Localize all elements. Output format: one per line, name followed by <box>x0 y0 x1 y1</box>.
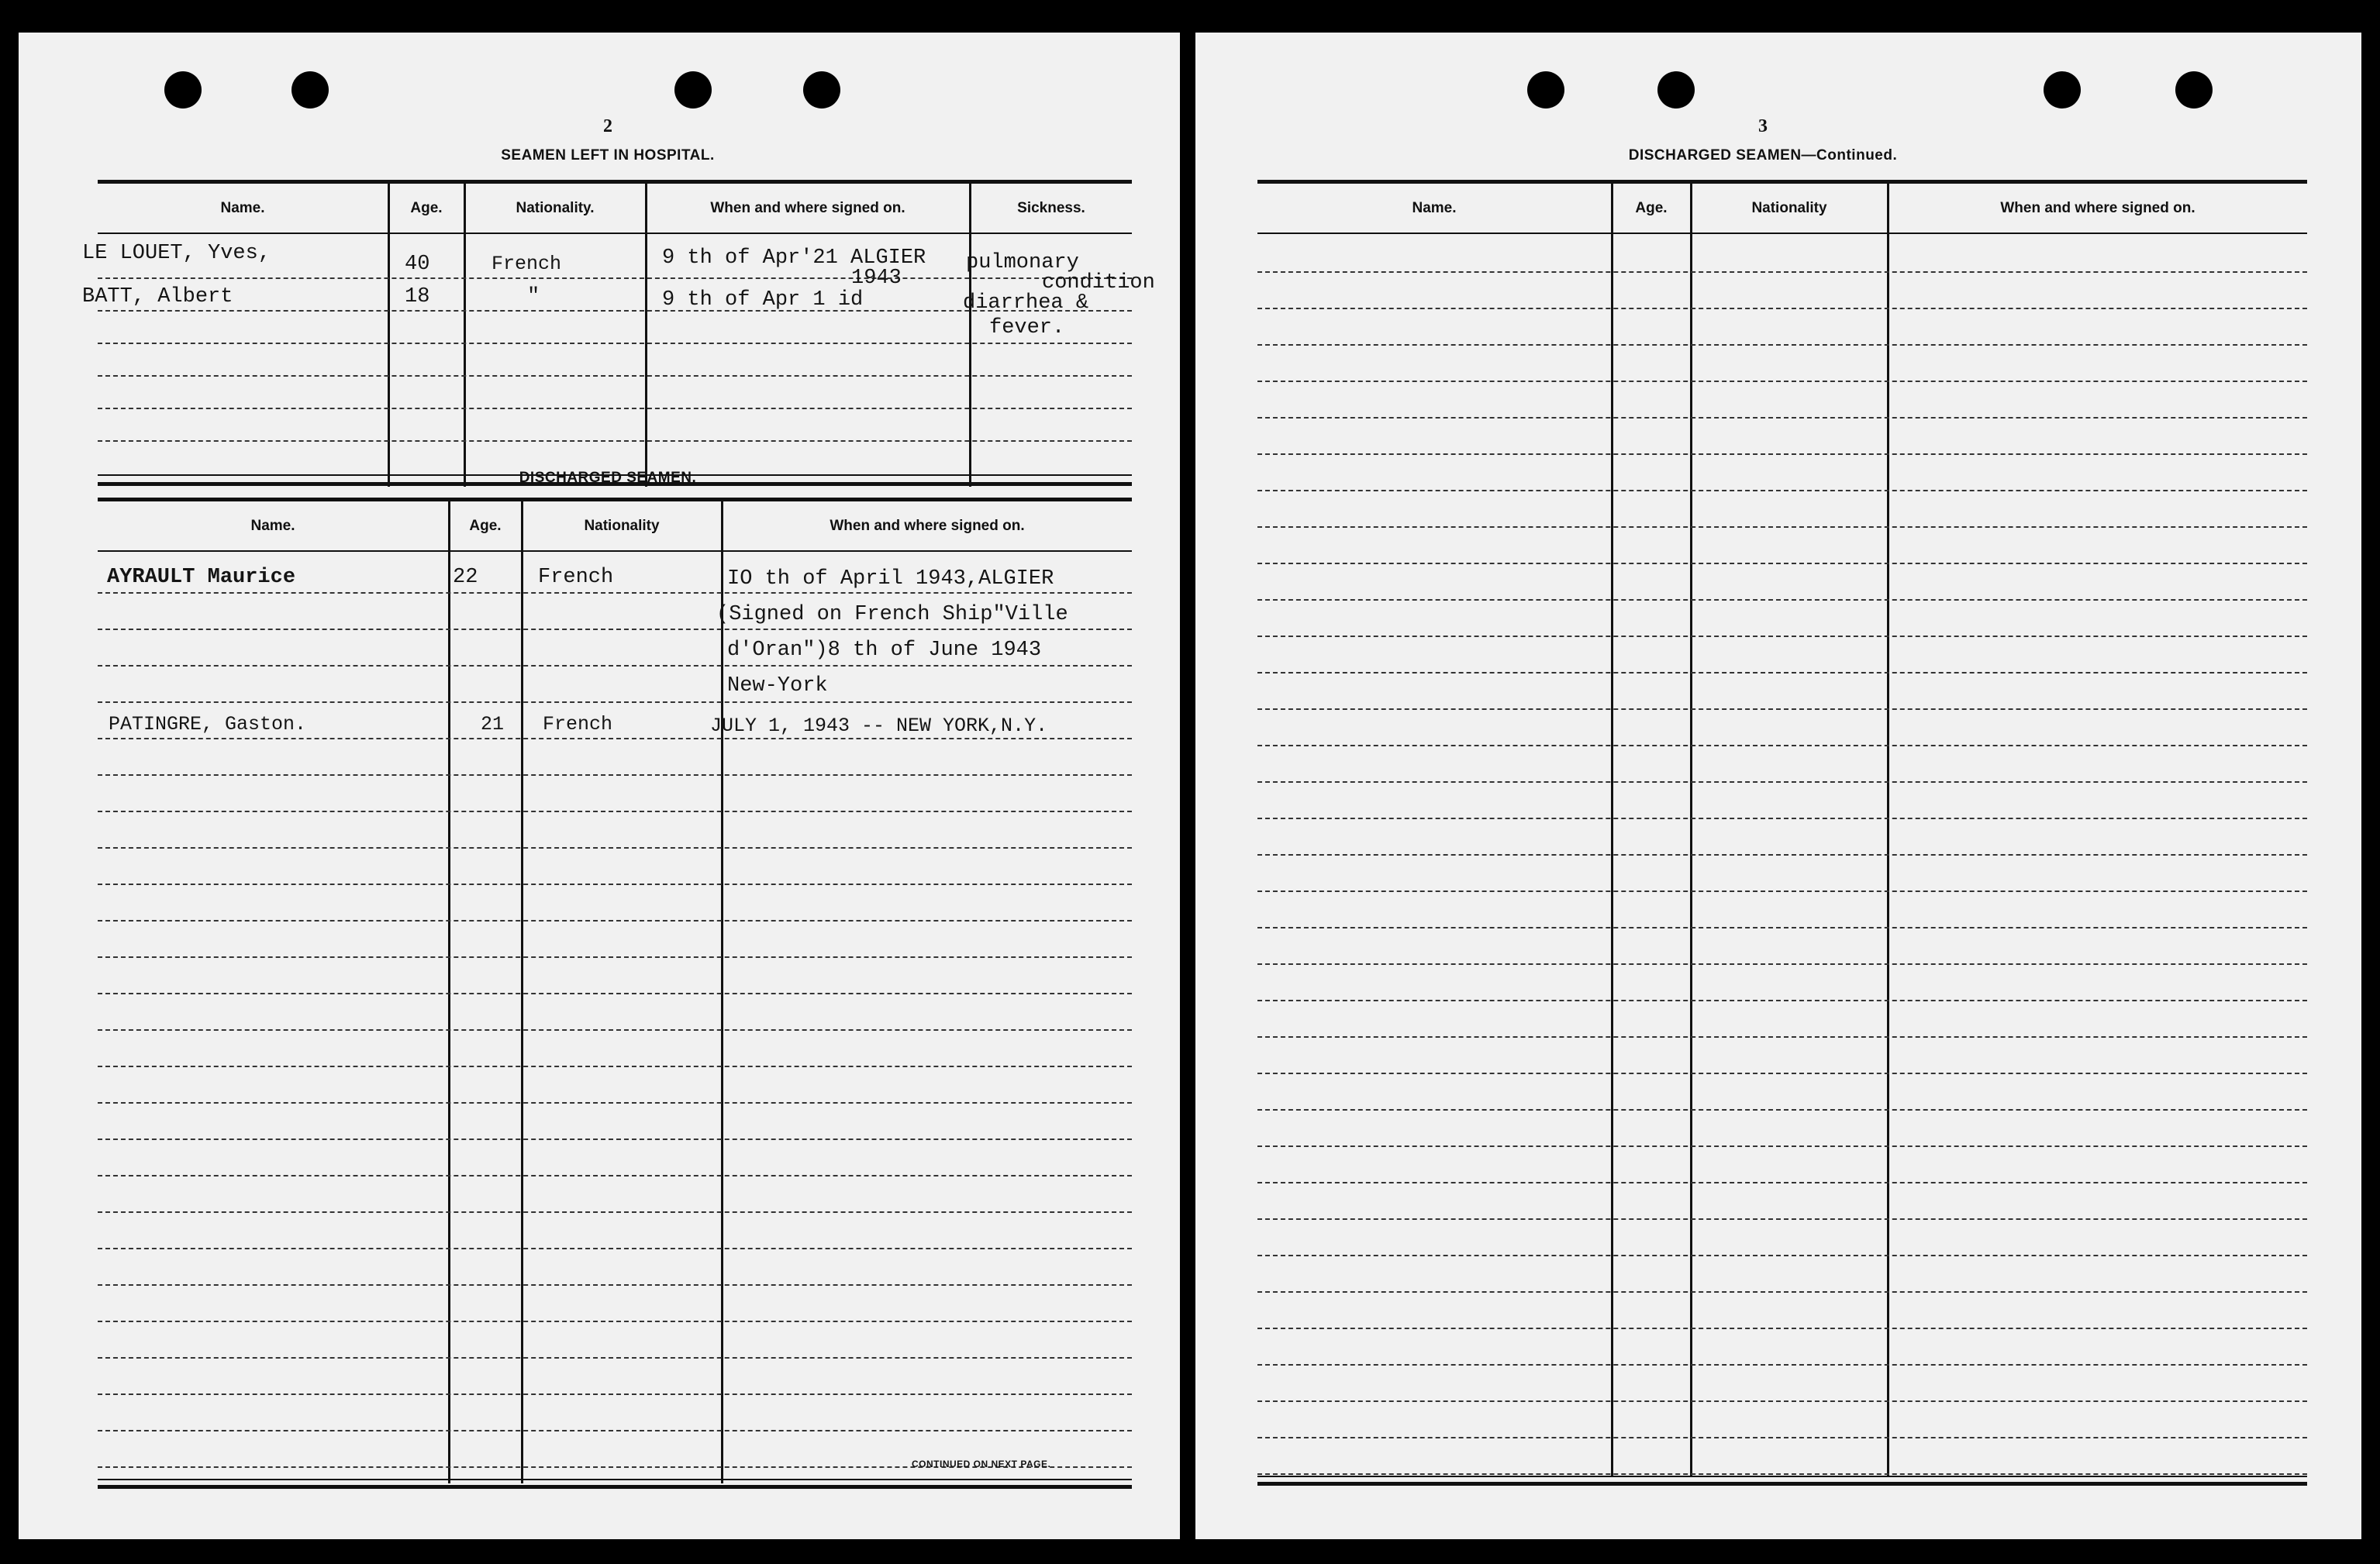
row-line <box>98 738 1132 739</box>
col-header-name: Name. <box>250 518 295 534</box>
col-header-signed-on: When and where signed on. <box>2000 200 2195 216</box>
page-number: 2 <box>603 116 612 136</box>
hospital-age-2: 18 <box>405 285 430 308</box>
hospital-signed-on-1: 9 th of Apr'21 ALGIER <box>662 246 926 270</box>
discharged-signed-on-1b: (Signed on French Ship"Ville <box>716 603 1068 626</box>
row-line <box>1257 1473 2307 1475</box>
row-line <box>98 1430 1132 1431</box>
row-line <box>98 956 1132 958</box>
row-line <box>1257 1000 2307 1001</box>
hospital-sickness-1: pulmonary <box>966 251 1079 274</box>
hospital-nationality-1: French <box>492 253 562 275</box>
discharged-signed-on-1d: New-York <box>727 674 828 698</box>
hospital-sickness-2: diarrhea & <box>963 291 1089 315</box>
hospital-name-2: BATT, Albert <box>82 285 233 308</box>
header-rule <box>98 233 1132 234</box>
row-line <box>1257 891 2307 892</box>
row-line <box>98 1211 1132 1213</box>
row-line <box>1257 1218 2307 1220</box>
discharged-signed-on-1c: d'Oran")8 th of June 1943 <box>727 639 1042 662</box>
punch-hole <box>803 71 840 109</box>
hospital-sickness-2b: fever. <box>989 316 1065 339</box>
column-divider <box>521 501 523 1483</box>
row-line <box>98 1393 1132 1395</box>
hospital-signed-on-2: 9 th of Apr 1 id <box>662 288 864 312</box>
row-line <box>1257 1182 2307 1183</box>
discharged-nationality-1: French <box>538 566 614 589</box>
row-line <box>1257 818 2307 819</box>
hospital-sickness-1b: condition <box>1042 271 1155 295</box>
table-rule <box>98 180 1132 184</box>
row-line <box>98 1284 1132 1286</box>
row-line <box>1257 854 2307 856</box>
punch-hole <box>1527 71 1564 109</box>
table-rule <box>98 1479 1132 1480</box>
punch-hole <box>1657 71 1695 109</box>
hospital-name-1: LE LOUET, Yves, <box>82 242 271 265</box>
row-line <box>98 1066 1132 1067</box>
row-line <box>98 701 1132 703</box>
row-line <box>98 847 1132 849</box>
row-line <box>1257 745 2307 746</box>
discharged-name-2: PATINGRE, Gaston. <box>109 713 307 735</box>
discharged-age-2: 21 <box>481 713 505 735</box>
punch-hole <box>674 71 712 109</box>
row-line <box>98 1102 1132 1104</box>
row-line <box>1257 636 2307 637</box>
row-line <box>1257 1036 2307 1038</box>
row-line <box>1257 963 2307 965</box>
col-header-age: Age. <box>469 518 502 534</box>
row-line <box>98 1321 1132 1322</box>
row-line <box>1257 1364 2307 1366</box>
row-line <box>1257 271 2307 273</box>
row-line <box>98 665 1132 667</box>
row-line <box>1257 927 2307 928</box>
row-line <box>1257 781 2307 783</box>
table-rule <box>1257 1482 2307 1486</box>
row-line <box>98 277 1132 279</box>
row-line <box>98 1357 1132 1359</box>
col-header-nationality: Nationality <box>584 518 660 534</box>
col-header-nationality: Nationality <box>1751 200 1827 216</box>
row-line <box>98 993 1132 994</box>
row-line <box>98 1248 1132 1249</box>
left-page <box>19 33 1180 1539</box>
row-line <box>1257 1109 2307 1111</box>
row-line <box>1257 1145 2307 1147</box>
col-header-sickness: Sickness. <box>1017 200 1085 216</box>
row-line <box>1257 708 2307 710</box>
col-header-age: Age. <box>1635 200 1668 216</box>
row-line <box>98 884 1132 885</box>
table-rule <box>98 498 1132 501</box>
row-line <box>1257 308 2307 309</box>
row-line <box>1257 1437 2307 1438</box>
row-line <box>1257 1291 2307 1293</box>
row-line <box>1257 417 2307 419</box>
col-header-signed-on: When and where signed on. <box>710 200 905 216</box>
row-line <box>98 408 1132 409</box>
row-line <box>98 774 1132 776</box>
row-line <box>1257 672 2307 673</box>
row-line <box>98 629 1132 630</box>
discharged-age-1: 22 <box>453 566 478 589</box>
row-line <box>98 592 1132 594</box>
table-rule <box>1257 180 2307 184</box>
row-line <box>98 1139 1132 1140</box>
discharged-continued-title: DISCHARGED SEAMEN—Continued. <box>1628 147 1898 164</box>
discharged-nationality-2: French <box>543 713 613 735</box>
discharged-name-1: AYRAULT Maurice <box>107 566 296 589</box>
punch-hole <box>2175 71 2213 109</box>
row-line <box>1257 1255 2307 1256</box>
row-line <box>1257 599 2307 601</box>
row-line <box>1257 490 2307 491</box>
row-line <box>1257 453 2307 455</box>
discharged-signed-on-2: JULY 1, 1943 -- NEW YORK,N.Y. <box>710 715 1048 737</box>
row-line <box>98 1029 1132 1031</box>
hospital-signed-on-year-1: 1943 <box>851 267 902 290</box>
row-line <box>1257 381 2307 382</box>
punch-hole <box>291 71 329 109</box>
row-line <box>98 375 1132 377</box>
header-rule <box>1257 233 2307 234</box>
row-line <box>1257 1328 2307 1329</box>
right-page <box>1195 33 2361 1539</box>
col-header-age: Age. <box>410 200 443 216</box>
column-divider <box>721 501 723 1483</box>
column-divider <box>1887 183 1889 1477</box>
col-header-name: Name. <box>1412 200 1457 216</box>
row-line <box>1257 344 2307 346</box>
col-header-name: Name. <box>220 200 265 216</box>
row-line <box>1257 1400 2307 1402</box>
row-line <box>98 440 1132 442</box>
continued-footer: CONTINUED ON NEXT PAGE. <box>912 1459 1051 1469</box>
punch-hole <box>2044 71 2081 109</box>
discharged-signed-on-1a: IO th of April 1943,ALGIER <box>727 567 1054 591</box>
page-number: 3 <box>1758 116 1768 136</box>
table-rule <box>98 1485 1132 1489</box>
punch-hole <box>164 71 202 109</box>
col-header-signed-on: When and where signed on. <box>830 518 1025 534</box>
row-line <box>98 1175 1132 1176</box>
row-line <box>98 920 1132 922</box>
row-line <box>98 811 1132 812</box>
column-divider <box>1611 183 1613 1477</box>
col-header-nationality: Nationality. <box>516 200 595 216</box>
row-line <box>1257 526 2307 528</box>
column-divider <box>1690 183 1692 1477</box>
table-rule <box>1257 1476 2307 1477</box>
discharged-section-title: DISCHARGED SEAMEN. <box>519 470 697 486</box>
column-divider <box>448 501 450 1483</box>
row-line <box>98 343 1132 344</box>
hospital-age-1: 40 <box>405 253 430 276</box>
row-line <box>1257 563 2307 564</box>
row-line <box>1257 1073 2307 1074</box>
hospital-section-title: SEAMEN LEFT IN HOSPITAL. <box>501 147 715 164</box>
header-rule <box>98 550 1132 552</box>
hospital-nationality-2: " <box>527 285 540 308</box>
